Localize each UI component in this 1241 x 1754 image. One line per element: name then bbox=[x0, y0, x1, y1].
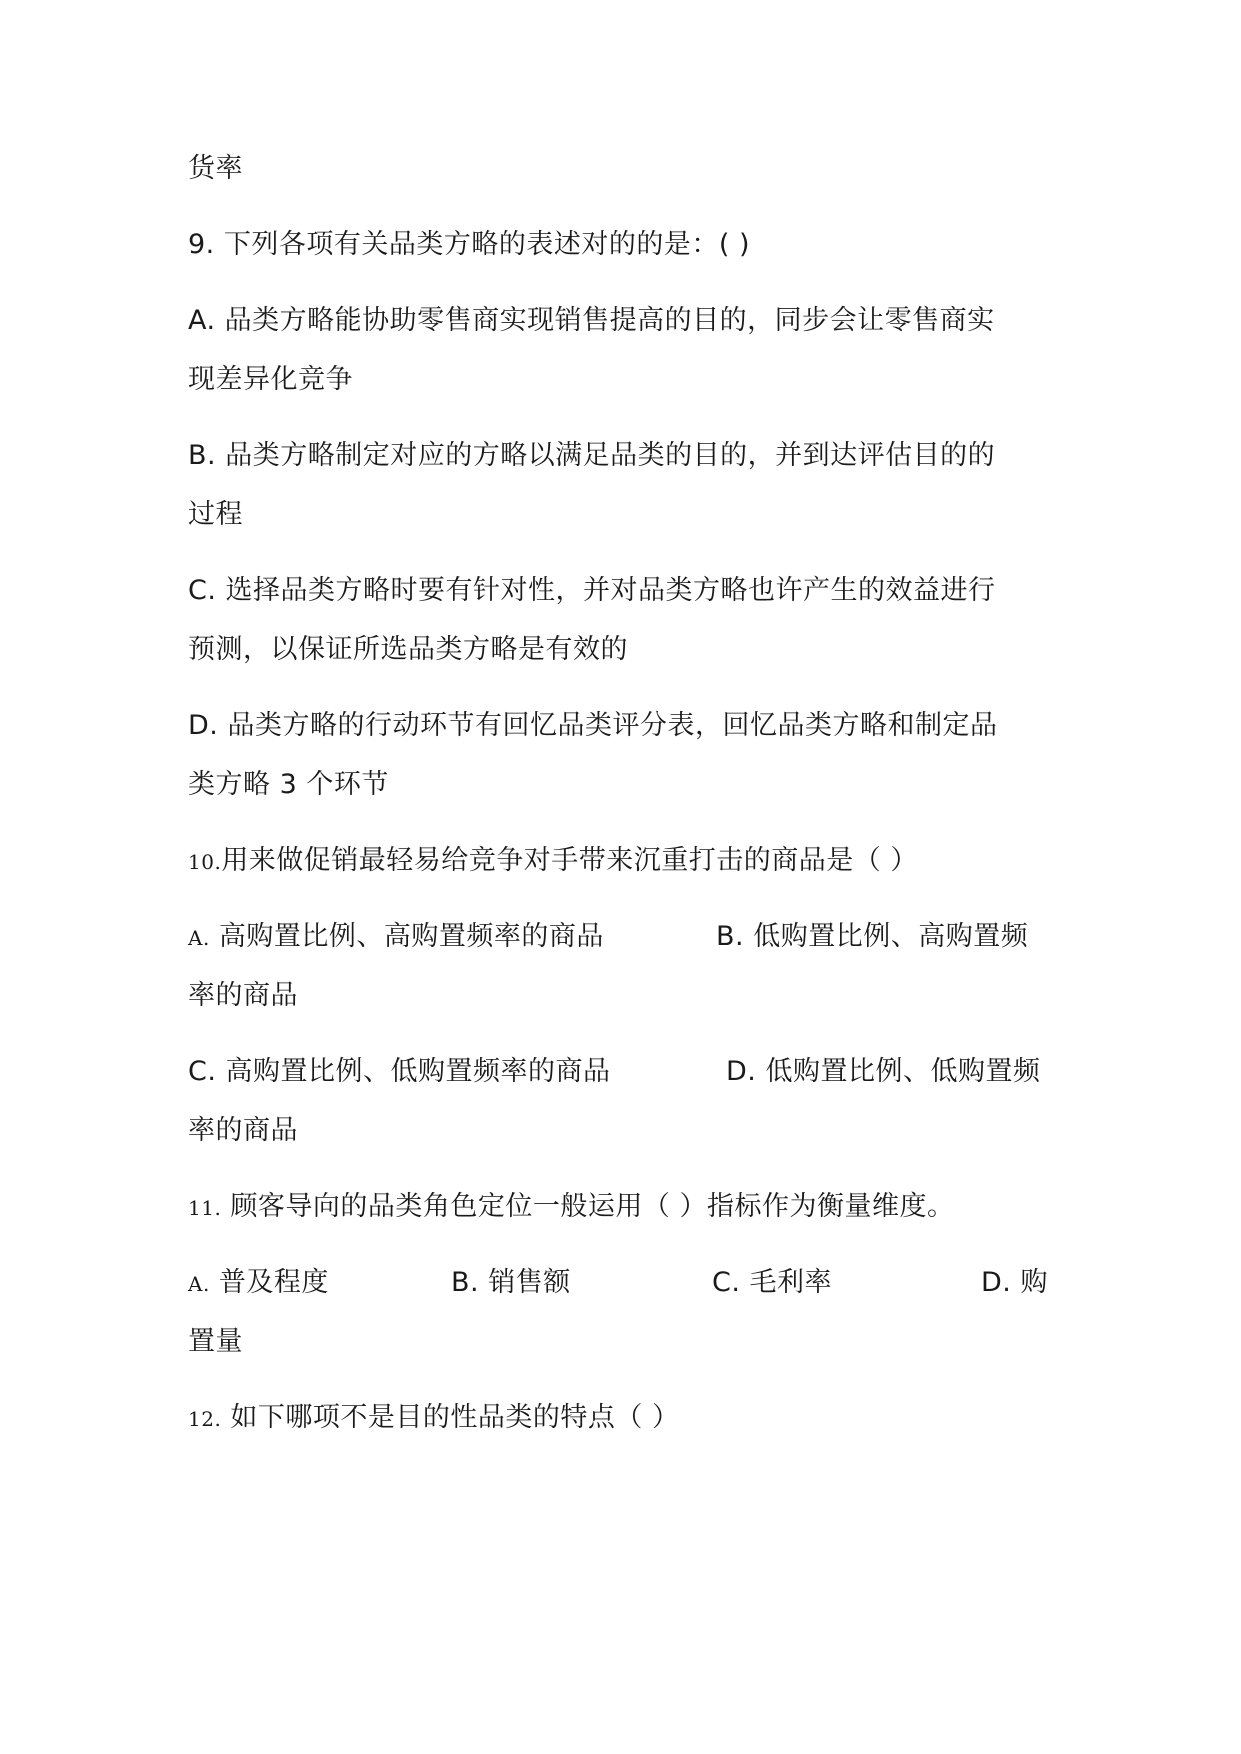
q9-option-d-line2: 类方略 3 个环节 bbox=[188, 769, 389, 800]
q11-option-b: B. 销售额 bbox=[451, 1267, 571, 1298]
q12-stem: 如下哪项不是目的性品类的特点（ ） bbox=[230, 1402, 680, 1433]
q12-stem-line bbox=[188, 1401, 680, 1436]
q11-number: 11. bbox=[188, 1196, 222, 1220]
q10-number: 10. bbox=[188, 850, 222, 874]
q11-stem-line bbox=[188, 1190, 955, 1225]
q11-option-d-cont: 置量 bbox=[188, 1326, 243, 1357]
q11-option-a-label: A. bbox=[188, 1272, 210, 1296]
q12-number: 12. bbox=[188, 1407, 222, 1431]
q11-option-c: C. 毛利率 bbox=[712, 1267, 833, 1298]
q10-stem-line bbox=[188, 844, 918, 879]
q9-option-c-line1: C. 选择品类方略时要有针对性，并对品类方略也许产生的效益进行 bbox=[188, 575, 996, 606]
q11-option-d: D. 购 bbox=[981, 1267, 1048, 1298]
q9-option-c-line2: 预测，以保证所选品类方略是有效的 bbox=[188, 634, 628, 665]
q10-option-a-text: 高购置比例、高购置频率的商品 bbox=[218, 921, 604, 952]
q10-stem: 用来做促销最轻易给竞争对手带来沉重打击的商品是（ ） bbox=[221, 845, 918, 876]
q9-option-b-line1: B. 品类方略制定对应的方略以满足品类的目的，并到达评估目的的 bbox=[188, 440, 996, 471]
q10-option-b: B. 低购置比例、高购置频 bbox=[716, 921, 1029, 952]
q10-option-c: C. 高购置比例、低购置频率的商品 bbox=[188, 1056, 611, 1087]
q9-option-d-line1: D. 品类方略的行动环节有回忆品类评分表，回忆品类方略和制定品 bbox=[188, 710, 998, 741]
q10-option-a-label: A. bbox=[188, 926, 210, 950]
q9-option-a-line1: A. 品类方略能协助零售商实现销售提高的目的，同步会让零售商实 bbox=[188, 305, 995, 336]
q9-option-a-line2: 现差异化竞争 bbox=[188, 364, 353, 395]
q10-option-d: D. 低购置比例、低购置频 bbox=[726, 1056, 1041, 1087]
q11-option-a-text: 普及程度 bbox=[218, 1267, 329, 1298]
q9-stem: 9. 下列各项有关品类方略的表述对的的是：( ) bbox=[188, 229, 750, 260]
q11-option-a bbox=[188, 1266, 329, 1301]
q10-option-d-cont: 率的商品 bbox=[188, 1115, 298, 1146]
q10-option-a bbox=[188, 920, 604, 955]
q11-stem: 顾客导向的品类角色定位一般运用（ ）指标作为衡量维度。 bbox=[230, 1191, 955, 1222]
q9-option-b-line2: 过程 bbox=[188, 499, 243, 530]
q10-option-b-cont: 率的商品 bbox=[188, 980, 298, 1011]
continuation-text: 货率 bbox=[188, 153, 243, 184]
